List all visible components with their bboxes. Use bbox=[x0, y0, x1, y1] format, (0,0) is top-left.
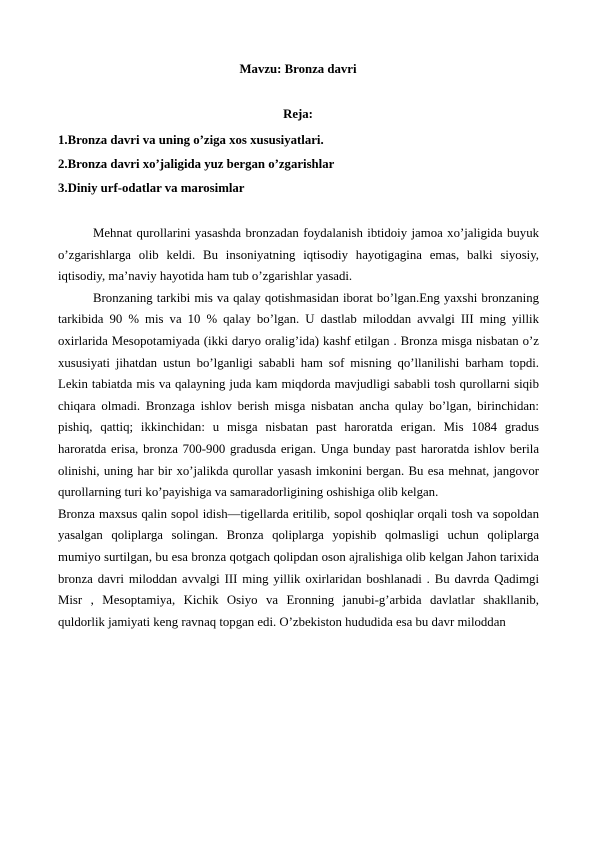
body-text bbox=[58, 223, 539, 633]
paragraph: Mehnat qurollarini yasashda bronzadan foydalanish ibtidoiy jamoa xo’jaligida buyuk o’zgarishlarga olib keldi. Bu insoniyatning iqtisodiy hayotigagina emas, balki siyosiy, iqtisodiy, ma’naviy hayotida ham tub o’zgarishlar yasadi. bbox=[58, 226, 539, 284]
plan-heading: Reja: bbox=[283, 107, 313, 121]
paragraph: Bronza maxsus qalin sopol idish—tigellarda eritilib, sopol qoshiqlar orqali tosh va sopoldan yasalgan qoliplarga solingan. Bronza qoliplarga yopishib qolmasligi uchun qoliplarga mumiyo surtilgan, bu esa bronza qotgach qolipdan oson ajralishiga olib kelgan Jahon tarixida bronza davri miloddan avvalgi III ming yillik oxirlaridan boshlanadi . Bu davrda Qadimgi Misr , Mesoptamiya, Kichik Osiyo va Eronning janubi-g’arbida davlatlar shakllanib, quldorlik jamiyati keng ravnaq topgan edi. O’zbekiston hududida esa bu davr miloddan bbox=[58, 506, 539, 629]
plan-item: 1.Bronza davri va uning o’ziga xos xususiyatlari. bbox=[58, 133, 324, 147]
plan-list bbox=[58, 128, 538, 200]
document-title: Mavzu: Bronza davri bbox=[239, 62, 357, 76]
paragraph: Bronzaning tarkibi mis va qalay qotishmasidan iborat bo’lgan.Eng yaxshi bronzaning tarkibida 90 % mis va 10 % qalay bo’lgan. U dastlab miloddan avvalgi III ming yillik oxirlarida Mesopotamiyada (ikki daryo oralig’ida) kashf etilgan . Bronza misga nisbatan o’z xususiyati jihatdan ustun bo’lganligi sababli ham sof misning qo’llanilishi barham topdi. Lekin tabiatda mis va qalayning juda kam miqdorda mavjudligi sababli tosh qurollarni siqib chiqara olmadi. Bronzaga ishlov berish misga nisbatan ancha qulay bo’lgan, birinchidan: pishiq, qattiq; ikkinchidan: u misga nisbatan past haroratda erigan. Mis 1084 gradus haroratda erisa, bronza 700-900 gradusda erigan. Unga bunday past haroratda ishlov berila olinishi, uning har bir xo’jalikda qurollar yasash imkonini bergan. Bu esa mehnat, jangovor qurollarning turi ko’payishiga va samaradorligining oshishiga olib kelgan. bbox=[58, 290, 539, 500]
plan-item: 3.Diniy urf-odatlar va marosimlar bbox=[58, 181, 245, 195]
plan-item: 2.Bronza davri xo’jaligida yuz bergan o’zgarishlar bbox=[58, 157, 335, 171]
